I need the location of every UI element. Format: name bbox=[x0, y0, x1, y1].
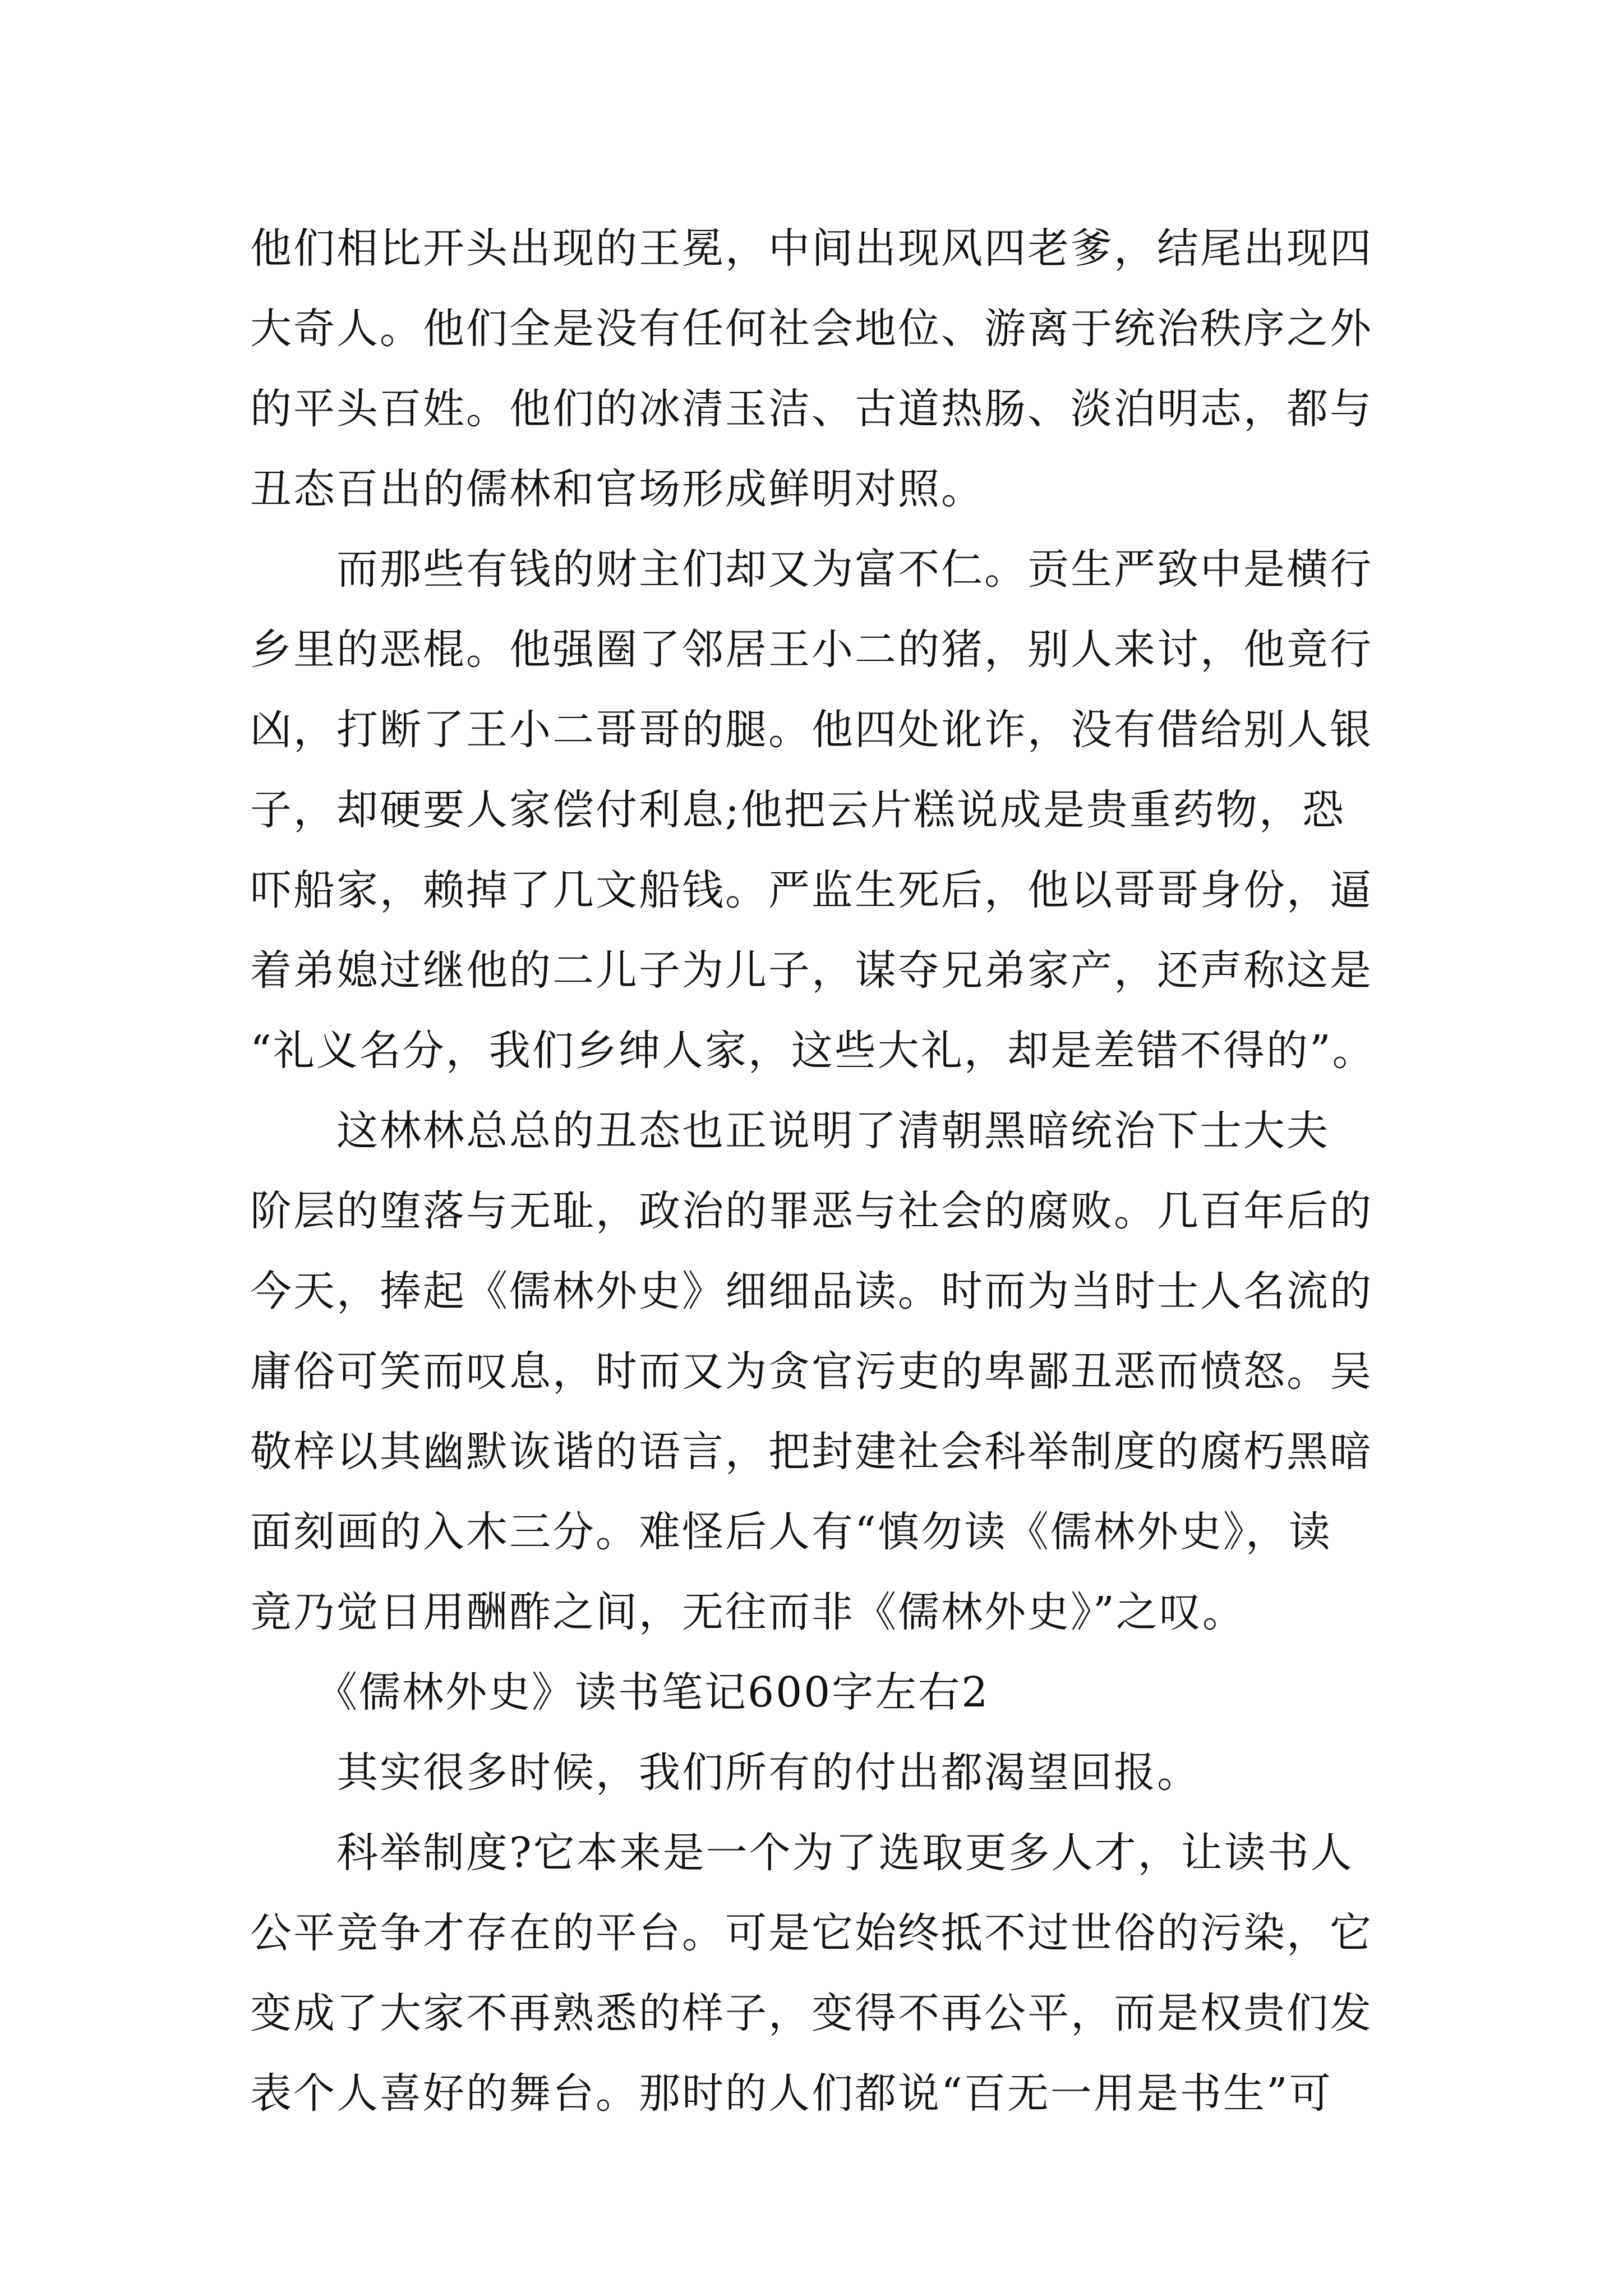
text-line: 今天，捧起《儒林外史》细细品读。时而为当时士人名流的 bbox=[250, 1267, 1373, 1315]
text-line: 敬梓以其幽默诙谐的语言，把封建社会科举制度的腐朽黑暗 bbox=[250, 1428, 1373, 1476]
text-line: 他们相比开头出现的王冕，中间出现风四老爹，结尾出现四 bbox=[250, 224, 1373, 273]
text-line: 凶，打断了王小二哥哥的腿。他四处讹诈，没有借给别人银 bbox=[250, 706, 1373, 754]
text-line: 变成了大家不再熟悉的样子，变得不再公平，而是权贵们发 bbox=[250, 1989, 1373, 2037]
text-line: 阶层的堕落与无耻，政治的罪恶与社会的腐败。几百年后的 bbox=[250, 1187, 1373, 1235]
text-line: 公平竞争才存在的平台。可是它始终抵不过世俗的污染，它 bbox=[250, 1909, 1373, 1957]
section-heading: 《儒林外史》读书笔记600字左右2 bbox=[250, 1668, 990, 1717]
text-line: 其实很多时候，我们所有的付出都渴望回报。 bbox=[250, 1749, 1200, 1797]
body-text bbox=[250, 209, 1383, 2134]
text-line: 子，却硬要人家偿付利息;他把云片糕说成是贵重药物，恐 bbox=[250, 786, 1345, 834]
text-line: 乡里的恶棍。他强圈了邻居王小二的猪，别人来讨，他竟行 bbox=[250, 625, 1373, 674]
text-line: 科举制度?它本来是一个为了选取更多人才，让读书人 bbox=[250, 1829, 1354, 1877]
text-line: 大奇人。他们全是没有任何社会地位、游离于统治秩序之外 bbox=[250, 305, 1373, 353]
text-line: 丑态百出的儒林和官场形成鲜明对照。 bbox=[250, 465, 984, 513]
text-line: 而那些有钱的财主们却又为富不仁。贡生严致中是横行 bbox=[250, 545, 1373, 593]
text-line: 着弟媳过继他的二儿子为儿子，谋夺兄弟家产，还声称这是 bbox=[250, 946, 1373, 995]
text-line: 这林林总总的丑态也正说明了清朝黑暗统治下士大夫 bbox=[250, 1107, 1330, 1155]
text-line: 面刻画的入木三分。难怪后人有“慎勿读《儒林外史》，读 bbox=[250, 1508, 1332, 1556]
text-line: 的平头百姓。他们的冰清玉洁、古道热肠、淡泊明志，都与 bbox=[250, 385, 1373, 433]
text-line: “礼义名分，我们乡绅人家，这些大礼，却是差错不得的”。 bbox=[250, 1027, 1376, 1075]
text-line: 竟乃觉日用酬酢之间，无往而非《儒林外史》”之叹。 bbox=[250, 1588, 1246, 1636]
text-line: 吓船家，赖掉了几文船钱。严监生死后，他以哥哥身份，逼 bbox=[250, 866, 1373, 914]
text-line: 表个人喜好的舞台。那时的人们都说“百无一用是书生”可 bbox=[250, 2069, 1332, 2118]
text-line: 庸俗可笑而叹息，时而又为贪官污吏的卑鄙丑恶而愤怒。吴 bbox=[250, 1347, 1373, 1396]
